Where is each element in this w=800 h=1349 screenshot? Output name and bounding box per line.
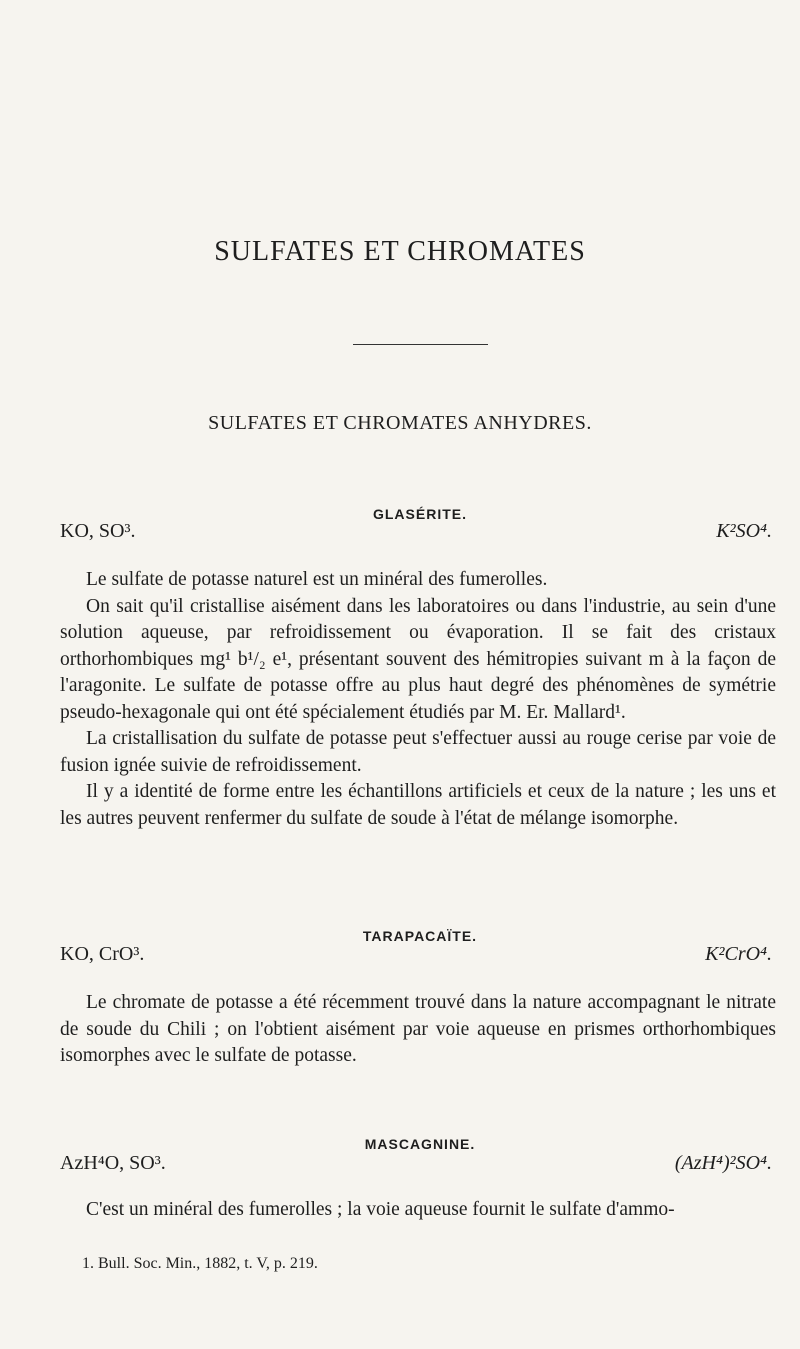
section-text-glaserite <box>60 567 776 832</box>
chapter-subtitle: SULFATES ET CHROMATES ANHYDRES. <box>208 412 592 434</box>
formula-right-tarapacaite: K²CrO⁴. <box>705 943 772 965</box>
paragraph: Le sulfate de potasse naturel est un minéral des fumerolles. <box>86 569 548 590</box>
paragraph: Le chromate de potasse a été récemment trouvé dans la nature accompagnant le nitrate de soude du Chili ; on l'obtient aisément par voie aqueuse en prismes orthorhombiques isomorphes avec le sulfate de potasse. <box>60 992 776 1066</box>
paragraph: Il y a identité de forme entre les échantillons artificiels et ceux de la nature ; les uns et les autres peuvent renfermer du sulfate de soude à l'état de mélange isomorphe. <box>60 781 776 829</box>
formula-left-mascagnine: AzH⁴O, SO³. <box>60 1152 166 1174</box>
section-text-mascagnine <box>60 1197 776 1224</box>
paragraph: C'est un minéral des fumerolles ; la voie aqueuse fournit le sulfate d'ammo- <box>86 1199 675 1220</box>
formula-right-glaserite: K²SO⁴. <box>716 520 772 542</box>
section-heading-tarapacaite: TARAPACAÏTE. <box>362 928 478 944</box>
paragraph: La cristallisation du sulfate de potasse peut s'effectuer aussi au rouge cerise par voie de fusion ignée suivie de refroidissement. <box>60 728 776 776</box>
formula-left-tarapacaite: KO, CrO³. <box>60 943 145 965</box>
title-rule <box>353 344 488 345</box>
paragraph: On sait qu'il cristallise aisément dans les laboratoires ou dans l'industrie, au sein d'une solution aqueuse, par refroidissement ou évaporation. Il se fait des cristaux orthorhombiques mg¹ b¹/₂ e¹, présentant souvent des hémitropies suivant m à la façon de l'aragonite. Le sulfate de potasse offre au plus haut degré des phénomènes de symétrie pseudo-hexagonale qui ont été spécialement étudiés par M. Er. Mallard¹. <box>60 595 776 723</box>
formula-right-mascagnine: (AzH⁴)²SO⁴. <box>674 1152 772 1174</box>
section-heading-glaserite: GLASÉRITE. <box>372 506 467 522</box>
section-text-tarapacaite <box>60 990 776 1070</box>
page-title: SULFATES ET CHROMATES <box>214 236 586 267</box>
formula-left-glaserite: KO, SO³. <box>60 520 136 542</box>
footnote: 1. Bull. Soc. Min., 1882, t. V, p. 219. <box>82 1255 318 1272</box>
section-heading-mascagnine: MASCAGNINE. <box>364 1136 476 1152</box>
